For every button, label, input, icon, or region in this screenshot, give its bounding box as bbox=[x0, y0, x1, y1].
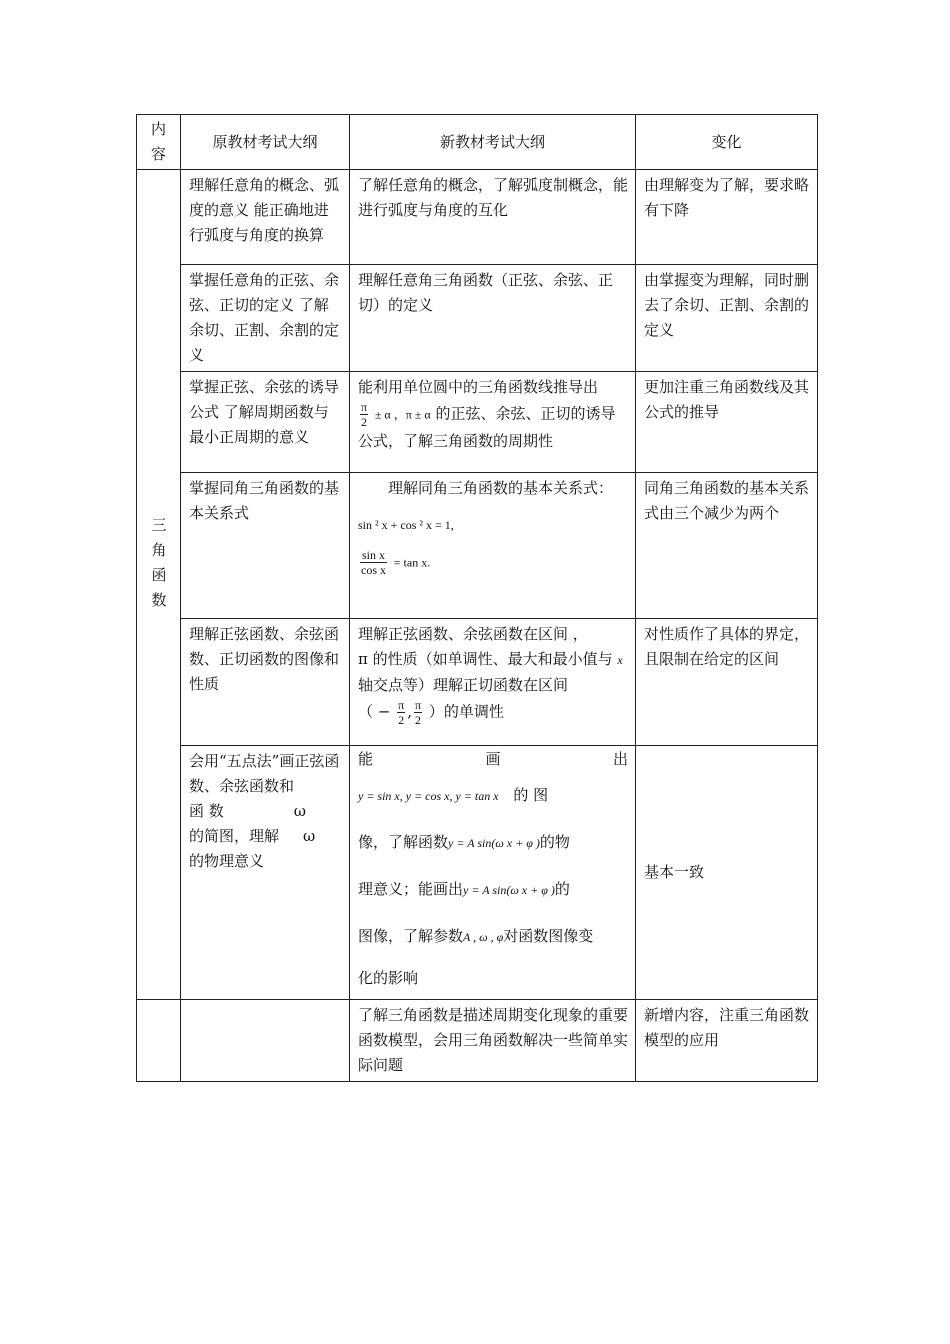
formula: y = A sin(ω x + φ ) bbox=[463, 883, 555, 897]
header-change: 变化 bbox=[636, 115, 818, 170]
new-text: 理解同角三角函数的基本关系式： bbox=[388, 479, 614, 497]
old-text: 的物理意义 bbox=[189, 852, 265, 870]
new-cell: 了解任意角的概念，了解弧度制概念，能进行弧度与角度的互化 bbox=[350, 170, 636, 265]
table-row bbox=[137, 473, 818, 619]
table-row bbox=[137, 265, 818, 372]
omega-symbol: ω bbox=[293, 802, 307, 820]
formula: y = A sin(ω x + φ ) bbox=[448, 836, 540, 850]
change-cell: 基本一致 bbox=[636, 746, 818, 1000]
new-text: π 的性质（如单调性、最大和最小值与 bbox=[358, 650, 613, 668]
new-cell bbox=[350, 372, 636, 473]
change-cell: 由掌握变为理解，同时删去了余切、正割、余割的定义 bbox=[636, 265, 818, 372]
new-text: ）的单调性 bbox=[428, 702, 504, 721]
empty-cell bbox=[137, 1000, 181, 1082]
new-text: 能利用单位圆中的三角函数线推导出 bbox=[358, 378, 599, 396]
formula: A , ω , φ bbox=[463, 930, 504, 944]
change-cell: 对性质作了具体的界定，且限制在给定的区间 bbox=[636, 619, 818, 746]
header-old-syllabus: 原教材考试大纲 bbox=[181, 115, 350, 170]
table-row bbox=[137, 372, 818, 473]
old-text: 的简图，理解 bbox=[189, 827, 280, 845]
old-cell: 掌握同角三角函数的基本关系式 bbox=[181, 473, 350, 619]
header-new-syllabus: 新教材考试大纲 bbox=[350, 115, 636, 170]
old-cell: 理解任意角的概念、弧度的意义 能正确地进行弧度与角度的换算 bbox=[181, 170, 350, 265]
topic-label: 三角函数 bbox=[151, 516, 167, 609]
old-cell: 理解正弦函数、余弦函数、正切函数的图像和性质 bbox=[181, 619, 350, 746]
omega-symbol: ω bbox=[303, 827, 316, 845]
new-cell bbox=[350, 473, 636, 619]
pi-over-2-fraction: $\frac{\pi}{2}$ bbox=[414, 698, 422, 727]
old-cell bbox=[181, 1000, 350, 1082]
table-row bbox=[137, 746, 818, 1000]
change-cell: 更加注重三角函数线及其公式的推导 bbox=[636, 372, 818, 473]
new-text: 的正弦、余弦、正切的诱导公式，了解三角函数的周期性 bbox=[358, 404, 616, 450]
table-row bbox=[137, 1000, 818, 1082]
syllabus-comparison-table bbox=[136, 114, 818, 1082]
old-cell: 掌握正弦、余弦的诱导公式 了解周期函数与最小正周期的意义 bbox=[181, 372, 350, 473]
formula: ± α ，π ± α bbox=[374, 407, 431, 422]
table-row bbox=[137, 170, 818, 265]
formula: sin ² x + cos ² x = 1, bbox=[358, 518, 454, 532]
header-row bbox=[137, 115, 818, 170]
topic-cell bbox=[137, 170, 181, 1000]
new-cell: 了解三角函数是描述周期变化现象的重要函数模型，会用三角函数解决一些简单实际问题 bbox=[350, 1000, 636, 1082]
new-cell: 理解任意角三角函数（正弦、余弦、正切）的定义 bbox=[350, 265, 636, 372]
new-cell: 能 画 出 y = sin x, y = cos x, y = tan x 的 图 像，了解函数y = A sin(ω x + φ )的物 理意义；能画出y = A sin(ω x + φ )的 图像，了解参数A , ω , φ对函数图像变 化的影响 bbox=[350, 746, 636, 1000]
new-text: 轴交点等）理解正切函数在区间 bbox=[358, 676, 569, 694]
formula: = tan x. bbox=[393, 555, 431, 570]
old-text: 会用“五点法”画正弦函数、余弦函数和 bbox=[189, 752, 340, 795]
pi-over-2-fraction: $\frac{\pi}{2}$ bbox=[361, 400, 368, 429]
variable: x bbox=[617, 653, 623, 667]
formula: y = sin x, y = cos x, y = tan x bbox=[358, 789, 499, 803]
old-text: 函 数 bbox=[189, 802, 224, 820]
change-cell: 由理解变为了解，要求略有下降 bbox=[636, 170, 818, 265]
old-cell: 掌握任意角的正弦、余弦、正切的定义 了解余切、正割、余割的定义 bbox=[181, 265, 350, 372]
old-cell bbox=[181, 746, 350, 1000]
sin-over-cos-fraction: $\frac{\text{sin x}}{\text{cos x}}$ bbox=[361, 548, 386, 577]
new-text: （ − bbox=[358, 702, 391, 721]
table-row bbox=[137, 619, 818, 746]
change-cell: 新增内容，注重三角函数模型的应用 bbox=[636, 1000, 818, 1082]
pi-over-2-fraction: $\frac{\pi}{2}$ bbox=[398, 698, 405, 727]
new-text: 理解正弦函数、余弦函数在区间 ， bbox=[358, 625, 588, 643]
change-cell: 同角三角函数的基本关系式由三个减少为两个 bbox=[636, 473, 818, 619]
header-content: 内容 bbox=[137, 115, 181, 170]
new-cell: 理解正弦函数、余弦函数在区间 ， π 的性质（如单调性、最大和最小值与 x 轴交点等）理解正切函数在区间 （ − $\frac{\pi}{2}$ , $\frac{\pi}{2}$ ）的单调性 bbox=[350, 619, 636, 746]
